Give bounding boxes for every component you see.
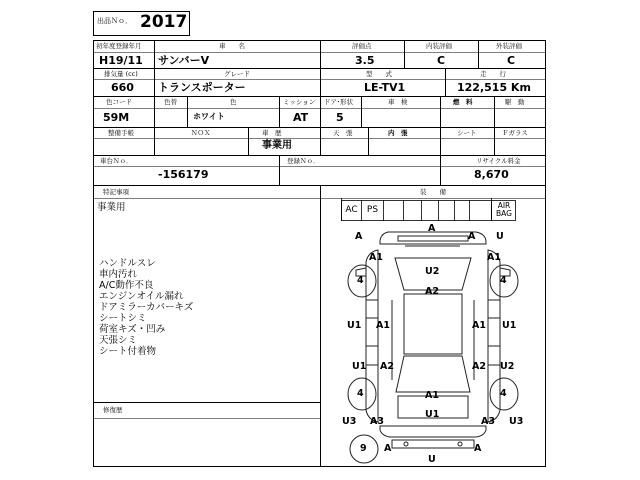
nox-header: ＮＯＸ — [191, 129, 211, 137]
damage-label: 4 — [500, 388, 507, 399]
lot-number: 2017 — [140, 12, 188, 32]
equipment-ac: AC — [345, 205, 358, 215]
damage-label: A1 — [376, 320, 390, 331]
inspection-header: 車 検 — [388, 98, 408, 106]
model-code-header: 型 式 — [366, 70, 392, 78]
damage-label: A — [468, 231, 476, 242]
equipment-ps: PS — [366, 205, 379, 215]
repair-history-header: 修復歴 — [103, 406, 123, 414]
transmission-header: ミッション — [283, 98, 316, 106]
first-registration-header: 初年度登録年月 — [96, 42, 142, 50]
remark-item: 天張シミ — [99, 335, 138, 346]
car-name: サンバーV — [158, 54, 210, 67]
damage-label: 9 — [360, 443, 367, 454]
damage-label: U1 — [347, 320, 362, 331]
mileage-header: 走 行 — [480, 70, 506, 78]
damage-label: 4 — [357, 388, 364, 399]
maintenance-record-header: 整備手帳 — [108, 129, 134, 137]
damage-label: U2 — [425, 266, 440, 277]
windshield-header: Ｆガラス — [502, 129, 528, 137]
color: ホワイト — [193, 112, 225, 121]
fuel-header: 燃 料 — [453, 98, 473, 106]
seat-header: シート — [457, 129, 477, 137]
exterior-grade: C — [507, 54, 516, 67]
damage-label: A1 — [425, 390, 439, 401]
damage-label: U1 — [502, 320, 517, 331]
notes-text: 事業用 — [97, 202, 126, 213]
drive-header: 駆 動 — [505, 98, 525, 106]
color-code-header: 色コード — [106, 98, 132, 106]
remark-item: A/C動作不良 — [99, 280, 154, 291]
damage-label: A1 — [369, 252, 383, 263]
damage-label: U — [428, 454, 436, 465]
notes-header: 特記事項 — [103, 188, 129, 196]
damage-label: A1 — [472, 320, 486, 331]
interior-grade: C — [437, 54, 446, 67]
color-header: 色 — [230, 98, 237, 106]
remark-item: シートシミ — [99, 313, 147, 324]
recycle-fee: 8,670 — [474, 168, 509, 181]
lot-label: 出品Ｎｏ． — [97, 17, 132, 25]
history-header: 車 歴 — [262, 129, 282, 137]
color-code: 59M — [103, 111, 130, 124]
displacement-header: 排気量 (cc) — [104, 70, 138, 78]
damage-label: A3 — [481, 416, 495, 427]
equipment-airbag: AIR BAG — [496, 201, 512, 218]
first-registration: H19/11 — [99, 54, 143, 67]
remark-item: ハンドルスレ — [99, 258, 156, 269]
damage-label: A2 — [425, 286, 439, 297]
damage-label: U1 — [425, 409, 440, 420]
chassis-number-header: 車台Ｎｏ． — [100, 157, 133, 165]
transmission: AT — [293, 111, 309, 124]
recycle-fee-header: リサイクル料金 — [476, 157, 521, 165]
damage-label: U2 — [500, 361, 515, 372]
registration-number-header: 登録Ｎｏ． — [287, 157, 320, 165]
damage-label: U1 — [352, 361, 367, 372]
remark-item: エンジンオイル漏れ — [99, 291, 184, 302]
chassis-number: -156179 — [158, 168, 209, 181]
damage-label: U — [496, 231, 504, 242]
remark-item: 荷室キズ・凹み — [99, 324, 166, 335]
remark-item: 車内汚れ — [99, 269, 138, 280]
grade: トランスポーター — [158, 81, 246, 94]
equipment-header: 装 備 — [420, 188, 446, 196]
damage-label: A — [355, 231, 363, 242]
remark-item: ドアミラーカバーキズ — [99, 302, 194, 313]
damage-label: A2 — [472, 361, 486, 372]
door-shape-header: ドア･形状 — [324, 98, 354, 106]
damage-label: A — [428, 223, 436, 234]
headliner-header: 天 張 — [333, 129, 353, 137]
damage-label: A3 — [370, 416, 384, 427]
vehicle-history: 事業用 — [262, 140, 292, 151]
mileage: 122,515 Km — [457, 81, 531, 94]
damage-label: 4 — [500, 275, 507, 286]
damage-label: A — [384, 443, 392, 454]
damage-label: A — [474, 443, 482, 454]
model-code: LE-TV1 — [364, 81, 406, 94]
exterior-grade-header: 外装評価 — [496, 42, 522, 50]
damage-label: U3 — [509, 416, 524, 427]
damage-label: U3 — [342, 416, 357, 427]
damage-label: A2 — [380, 361, 394, 372]
interior-grade-header: 内装評価 — [426, 42, 452, 50]
damage-label: A1 — [487, 252, 501, 263]
remark-item: シート付着物 — [99, 346, 157, 357]
score: 3.5 — [355, 54, 375, 67]
car-name-header: 車 名 — [219, 42, 245, 50]
displacement: 660 — [111, 81, 134, 94]
grade-header: グレード — [224, 70, 250, 78]
damage-label: 4 — [357, 275, 364, 286]
doors: 5 — [336, 111, 344, 124]
interior-trim-header: 内 張 — [388, 129, 408, 137]
score-header: 評価点 — [352, 42, 372, 50]
color-change-header: 色替 — [164, 98, 177, 106]
